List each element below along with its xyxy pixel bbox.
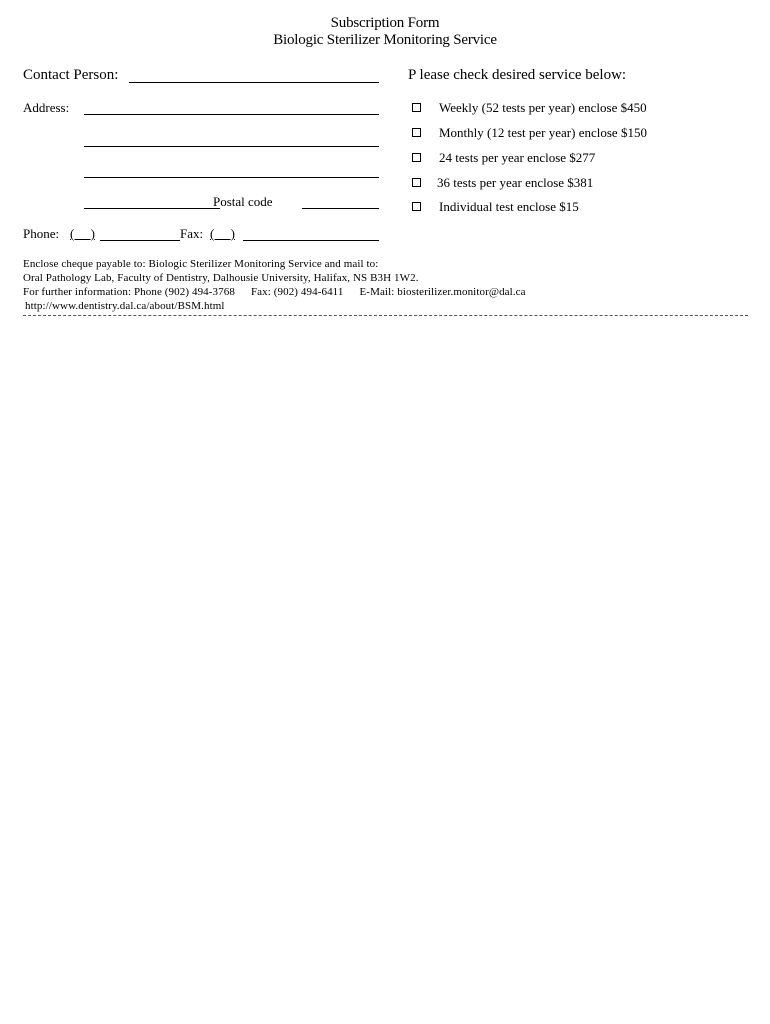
service-checkbox-monthly[interactable] bbox=[412, 128, 421, 137]
fax-area-code: ( ) bbox=[210, 226, 235, 241]
contact-person-label: Contact Person: bbox=[23, 67, 119, 83]
service-checkbox-24-tests[interactable] bbox=[412, 153, 421, 162]
footer-email-link[interactable]: E-Mail: biosterilizer.monitor@dal.ca bbox=[359, 286, 526, 298]
phone-label: Phone: bbox=[23, 226, 60, 241]
footer-website-link[interactable]: http://www.dentistry.dal.ca/about/BSM.html bbox=[25, 300, 225, 312]
service-label-monthly: Monthly (12 test per year) enclose $150 bbox=[439, 125, 647, 140]
phone-area-code: ( ) bbox=[70, 226, 95, 241]
service-checkbox-weekly[interactable] bbox=[412, 103, 421, 112]
form-subtitle: Biologic Sterilizer Monitoring Service bbox=[273, 32, 497, 48]
service-heading: P lease check desired service below: bbox=[408, 67, 627, 83]
fax-label: Fax: bbox=[180, 226, 204, 241]
service-checkbox-36-tests[interactable] bbox=[412, 178, 421, 187]
service-label-36-tests: 36 tests per year enclose $381 bbox=[437, 175, 594, 190]
phone-field[interactable] bbox=[100, 240, 180, 241]
footer-fax: Fax: (902) 494-6411 bbox=[250, 286, 344, 298]
address-line-2[interactable] bbox=[84, 146, 379, 147]
postal-code-label: Postal code bbox=[213, 194, 273, 209]
postal-code-field[interactable] bbox=[302, 208, 379, 209]
service-label-24-tests: 24 tests per year enclose $277 bbox=[439, 150, 596, 165]
footer-divider bbox=[23, 315, 748, 316]
service-label-weekly: Weekly (52 tests per year) enclose $450 bbox=[439, 100, 647, 115]
footer-contact-info bbox=[23, 286, 526, 299]
address-line-3[interactable] bbox=[84, 177, 379, 178]
address-line-1[interactable] bbox=[84, 114, 379, 115]
footer-cheque-instructions: Enclose cheque payable to: Biologic Sterilizer Monitoring Service and mail to: bbox=[23, 258, 379, 270]
city-province-field[interactable] bbox=[84, 208, 220, 209]
footer-phone: For further information: Phone (902) 494-3768 bbox=[23, 286, 235, 298]
address-label: Address: bbox=[23, 100, 70, 115]
footer-mailing-address: Oral Pathology Lab, Faculty of Dentistry, Dalhousie University, Halifax, NS B3H 1W2. bbox=[23, 272, 419, 284]
form-title: Subscription Form bbox=[330, 15, 440, 31]
service-label-individual: Individual test enclose $15 bbox=[439, 199, 579, 214]
contact-person-field[interactable] bbox=[129, 82, 379, 83]
service-checkbox-individual[interactable] bbox=[412, 202, 421, 211]
fax-field[interactable] bbox=[243, 240, 379, 241]
